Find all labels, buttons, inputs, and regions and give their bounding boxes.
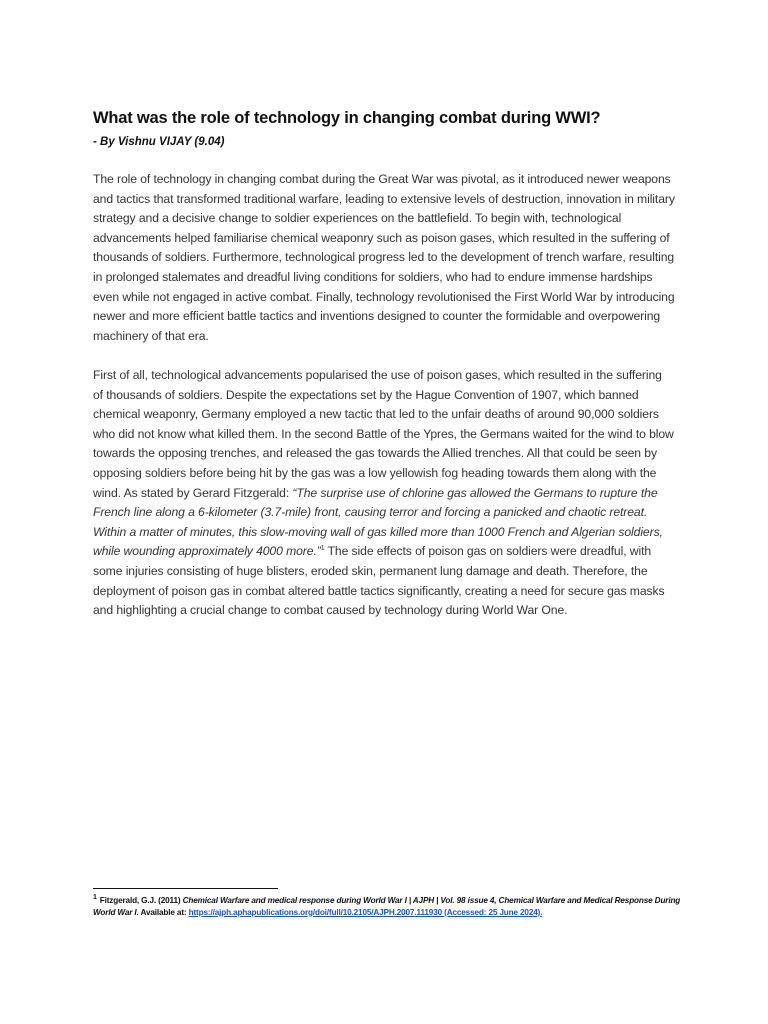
paragraph-poison-gas-intro: First of all, technological advancements popularised the use of poison gases, which resulted in the suffering of thousands of soldiers. Despite the expectations set by the Hague Convention of 1907, which banned chemical weaponry, Germany employed a new tactic that led to the unfair deaths of around 90,000 soldiers who did not know what killed them. In the second Battle of the Ypres, the Germans waited for the wind to blow towards the opposing trenches, and released the gas towards the Allied trenches. All that could be seen by opposing soldiers before being hit by the gas was a low yellowish fog heading towards them along with the wind. As stated by Gerard Fitzgerald: [93, 368, 674, 500]
footnote-divider [93, 888, 278, 889]
footnote [93, 895, 683, 918]
author-byline: - By Vishnu VIJAY (9.04) [93, 136, 225, 148]
paragraph-introduction: The role of technology in changing combat during the Great War was pivotal, as it introduced newer weapons and tactics that transformed traditional warfare, leading to extensive levels of destruction, innovation in military strategy and a decisive change to soldier experiences on the battlefield. To begin with, technological advancements helped familiarise chemical weaponry such as poison gases, which resulted in the suffering of thousands of soldiers. Furthermore, technological progress led to the development of trench warfare, resulting in prolonged stalemates and dreadful living conditions for soldiers, who had to endure immense hardships even while not engaged in active combat. Finally, technology revolutionised the First World War by introducing newer and more efficient battle tactics and inventions designed to counter the formidable and overpowering machinery of that era. [93, 172, 675, 343]
footnote-link[interactable]: https://ajph.aphapublications.org/doi/full/10.2105/AJPH.2007.111930 (Accessed: 25 June 2024). [188, 907, 543, 917]
footnote-number: 1 [93, 894, 97, 902]
paragraph-poison-gas [93, 366, 675, 621]
fitzgerald-quote: “The surprise use of chlorine gas allowed the Germans to rupture the French line along a 6-kilometer (3.7-mile) front, causing terror and forcing a panicked and chaotic retreat. Within a matter of minutes, this slow-moving wall of gas killed more than 1000 French and Algerian soldiers, while wounding approximately 4000 more.” [93, 485, 663, 559]
footnote-author: Fitzgerald, G.J. (2011) [99, 896, 183, 905]
paragraph-poison-gas-outro: The side effects of poison gas on soldiers were dreadful, with some injuries consisting of huge blisters, eroded skin, permanent lung damage and death. Therefore, the deployment of poison gas in combat altered battle tactics significantly, creating a need for secure gas masks and highlighting a crucial change to combat caused by technology during World War One. [93, 544, 665, 618]
footnote-available-label: . Available at: [136, 907, 189, 917]
footnote-reference[interactable]: 1 [320, 545, 325, 553]
page-title: What was the role of technology in changing combat during WWI? [93, 109, 601, 127]
footnote-title: Chemical Warfare and medical response during World War I | AJPH | Vol. 98 issue 4, Chemical Warfare and Medical Response During World War I [93, 896, 681, 917]
